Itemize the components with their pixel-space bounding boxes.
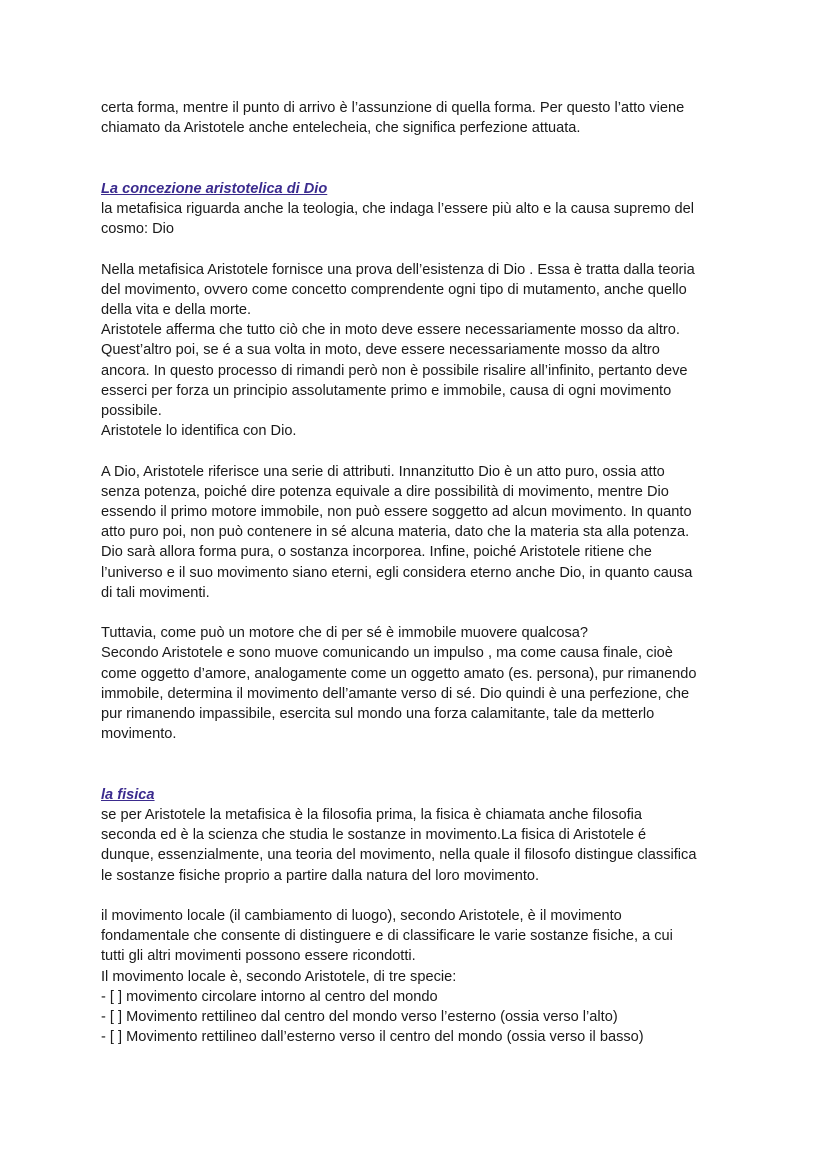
text-line: pur rimanendo impassibile, esercita sul mondo una forza calamitante, tale da metterlo	[101, 706, 655, 723]
text-line: movimento.	[101, 726, 177, 743]
text-line: di tali movimenti.	[101, 584, 210, 601]
spacer	[101, 744, 731, 784]
text-line: l’universo e il suo movimento siano eterni, egli considera eterno anche Dio, in quanto causa	[101, 564, 693, 581]
dio-paragraph-1	[101, 199, 731, 239]
text-line: dunque, essenzialmente, una teoria del movimento, nella quale il filosofo distingue classifica	[101, 847, 697, 864]
text-line: Aristotele afferma che tutto ciò che in moto deve essere necessariamente mosso da altro.	[101, 322, 680, 339]
text-line: tutti gli altri movimenti possono essere ricondotti.	[101, 948, 416, 965]
text-line: Nella metafisica Aristotele fornisce una prova dell’esistenza di Dio . Essa è tratta dalla teoria	[101, 261, 695, 278]
text-line: Dio sarà allora forma pura, o sostanza incorporea. Infine, poiché Aristotele ritiene che	[101, 544, 652, 561]
spacer	[101, 441, 731, 461]
text-line: atto puro poi, non può contenere in sé alcuna materia, dato che la materia sta alla potenza.	[101, 524, 690, 541]
text-line: esserci per forza un principio assolutamente primo e immobile, causa di ogni movimento	[101, 382, 672, 399]
document-page	[101, 98, 731, 1047]
list-item: - [ ] movimento circolare intorno al centro del mondo	[101, 988, 438, 1005]
section-heading-dio: La concezione aristotelica di Dio	[101, 180, 328, 197]
dio-paragraph-2	[101, 260, 731, 442]
spacer	[101, 239, 731, 259]
text-line: essendo il primo motore immobile, non può essere soggetto ad alcun movimento. In quanto	[101, 504, 692, 521]
text-line: certa forma, mentre il punto di arrivo è l’assunzione di quella forma. Per questo l’atto viene	[101, 100, 685, 116]
text-line: Quest’altro poi, se é a sua volta in moto, deve essere necessariamente mosso da altro	[101, 342, 660, 359]
text-line: della vita e della morte.	[101, 302, 252, 318]
fisica-paragraph-2	[101, 906, 731, 1047]
text-line: seconda ed è la scienza che studia le sostanze in movimento.La fisica di Aristotele é	[101, 827, 647, 844]
fisica-paragraph-1	[101, 805, 731, 886]
list-item: - [ ] Movimento rettilineo dall’esterno verso il centro del mondo (ossia verso il basso)	[101, 1029, 644, 1046]
text-line: fondamentale che consente di distinguere e di classificare le varie sostanze fisiche, a cui	[101, 928, 673, 945]
text-line: Aristotele lo identifica con Dio.	[101, 423, 297, 440]
text-line: del movimento, ovvero come concetto comprendente ogni tipo di mutamento, anche quello	[101, 281, 687, 298]
text-line: cosmo: Dio	[101, 221, 174, 238]
text-line: il movimento locale (il cambiamento di luogo), secondo Aristotele, è il movimento	[101, 908, 622, 925]
text-line: ancora. In questo processo di rimandi però non è possibile risalire all’infinito, pertanto deve	[101, 362, 688, 379]
text-line: come oggetto d’amore, analogamente come un oggetto amato (es. persona), pur rimanendo	[101, 665, 697, 682]
spacer	[101, 886, 731, 906]
text-line: A Dio, Aristotele riferisce una serie di attributi. Innanzitutto Dio è un atto puro, ossia atto	[101, 463, 665, 480]
text-line: la metafisica riguarda anche la teologia, che indaga l’essere più alto e la causa supremo del	[101, 201, 695, 217]
section-heading-fisica: la fisica	[101, 786, 155, 803]
text-line: Il movimento locale è, secondo Aristotele, di tre specie:	[101, 968, 457, 985]
dio-paragraph-4	[101, 623, 731, 744]
text-line: senza potenza, poiché dire potenza equivale a dire possibilità di movimento, mentre Dio	[101, 483, 669, 500]
text-line: Tuttavia, come può un motore che di per sé è immobile muovere qualcosa?	[101, 625, 588, 642]
spacer	[101, 603, 731, 623]
text-line: chiamato da Aristotele anche entelecheia, che significa perfezione attuata.	[101, 120, 581, 137]
text-line: immobile, determina il movimento dell’amante verso di sé. Dio quindi è una perfezione, che	[101, 685, 690, 702]
text-line: se per Aristotele la metafisica è la filosofia prima, la fisica è chiamata anche filosofia	[101, 807, 643, 824]
text-line: Secondo Aristotele e sono muove comunicando un impulso , ma come causa finale, cioè	[101, 645, 673, 662]
dio-paragraph-3	[101, 462, 731, 603]
text-line: le sostanze fisiche proprio a partire dalla natura del loro movimento.	[101, 867, 540, 884]
text-line: possibile.	[101, 403, 162, 420]
list-item: - [ ] Movimento rettilineo dal centro del mondo verso l’esterno (ossia verso l’alto)	[101, 1009, 618, 1026]
spacer	[101, 138, 731, 178]
intro-paragraph	[101, 98, 731, 138]
